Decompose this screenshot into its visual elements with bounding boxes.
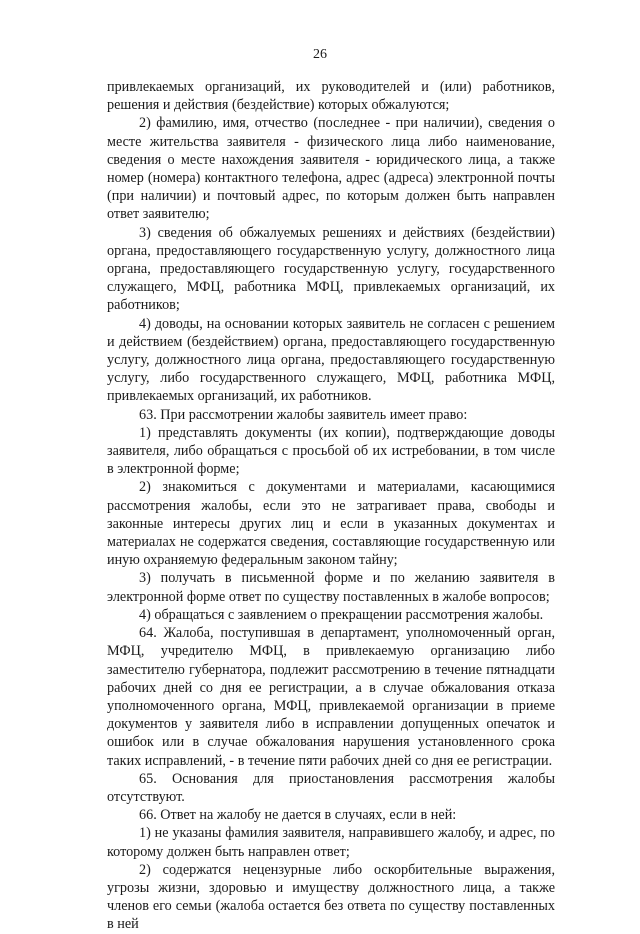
paragraph-item-3: 3) сведения об обжалуемых решениях и действиях (бездействии) органа, предоставляющего государственную услугу, должностного лица органа, предоставляющего государственную услугу, государственного служащего, МФЦ, работника МФЦ, привлекаемых организаций, их работников; — [107, 224, 555, 314]
paragraph-66-item-1: 1) не указаны фамилия заявителя, направившего жалобу, и адрес, по которому должен быть направлен ответ; — [107, 825, 555, 860]
paragraph-63-item-2: 2) знакомиться с документами и материалами, касающимися рассмотрения жалобы, если это не затрагивает права, свободы и законные интересы других лиц и если в указанных документах и материалах не содержатся сведения, составляющие государственную или иную охраняемую федеральным законом тайну; — [107, 479, 555, 569]
paragraph-66-item-2: 2) содержатся нецензурные либо оскорбительные выражения, угрозы жизни, здоровью и имуществу должностного лица, а также членов его семьи (жалоба остается без ответа по существу поставленных в ней — [107, 861, 555, 933]
paragraph-63: 63. При рассмотрении жалобы заявитель имеет право: — [139, 406, 468, 423]
paragraph-63-item-1: 1) представлять документы (их копии), подтверждающие доводы заявителя, либо обращаться с просьбой об их истребовании, в том числе в электронной форме; — [107, 424, 555, 478]
body-text — [107, 78, 555, 934]
page-number: 26 — [313, 47, 327, 62]
paragraph-continuation: привлекаемых организаций, их руководителей и (или) работников, решения и действия (бездействие) которых обжалуются; — [107, 79, 555, 114]
paragraph-item-4: 4) доводы, на основании которых заявитель не согласен с решением и действием (бездействием) органа, предоставляющего государственную услугу, должностного лица органа, предоставляющего государственную услугу, либо государственного служащего, МФЦ, работника МФЦ, привлекаемых организаций, их работников. — [107, 315, 555, 405]
paragraph-66: 66. Ответ на жалобу не дается в случаях, если в ней: — [139, 807, 457, 824]
paragraph-63-item-3: 3) получать в письменной форме и по желанию заявителя в электронной форме ответ по существу поставленных в жалобе вопросов; — [107, 570, 555, 605]
paragraph-63-item-4: 4) обращаться с заявлением о прекращении рассмотрения жалобы. — [139, 606, 544, 623]
paragraph-64: 64. Жалоба, поступившая в департамент, уполномоченный орган, МФЦ, учредителю МФЦ, в привлекаемую организацию либо заместителю губернатора, подлежит рассмотрению в течение пятнадцати рабочих дней со дня ее регистрации, а в случае обжалования отказа уполномоченного органа, МФЦ, привлекаемой организации в приеме документов у заявителя либо в исправлении допущенных опечаток и ошибок или в случае обжалования нарушения установленного срока таких исправлений, - в течение пяти рабочих дней со дня ее регистрации. — [107, 625, 555, 769]
paragraph-item-2: 2) фамилию, имя, отчество (последнее - при наличии), сведения о месте жительства заявителя - физического лица либо наименование, сведения о месте нахождения заявителя - юридического лица, а также номер (номера) контактного телефона, адрес (адреса) электронной почты (при наличии) и почтовый адрес, по которым должен быть направлен ответ заявителю; — [107, 115, 555, 223]
paragraph-65: 65. Основания для приостановления рассмотрения жалобы отсутствуют. — [107, 770, 555, 805]
